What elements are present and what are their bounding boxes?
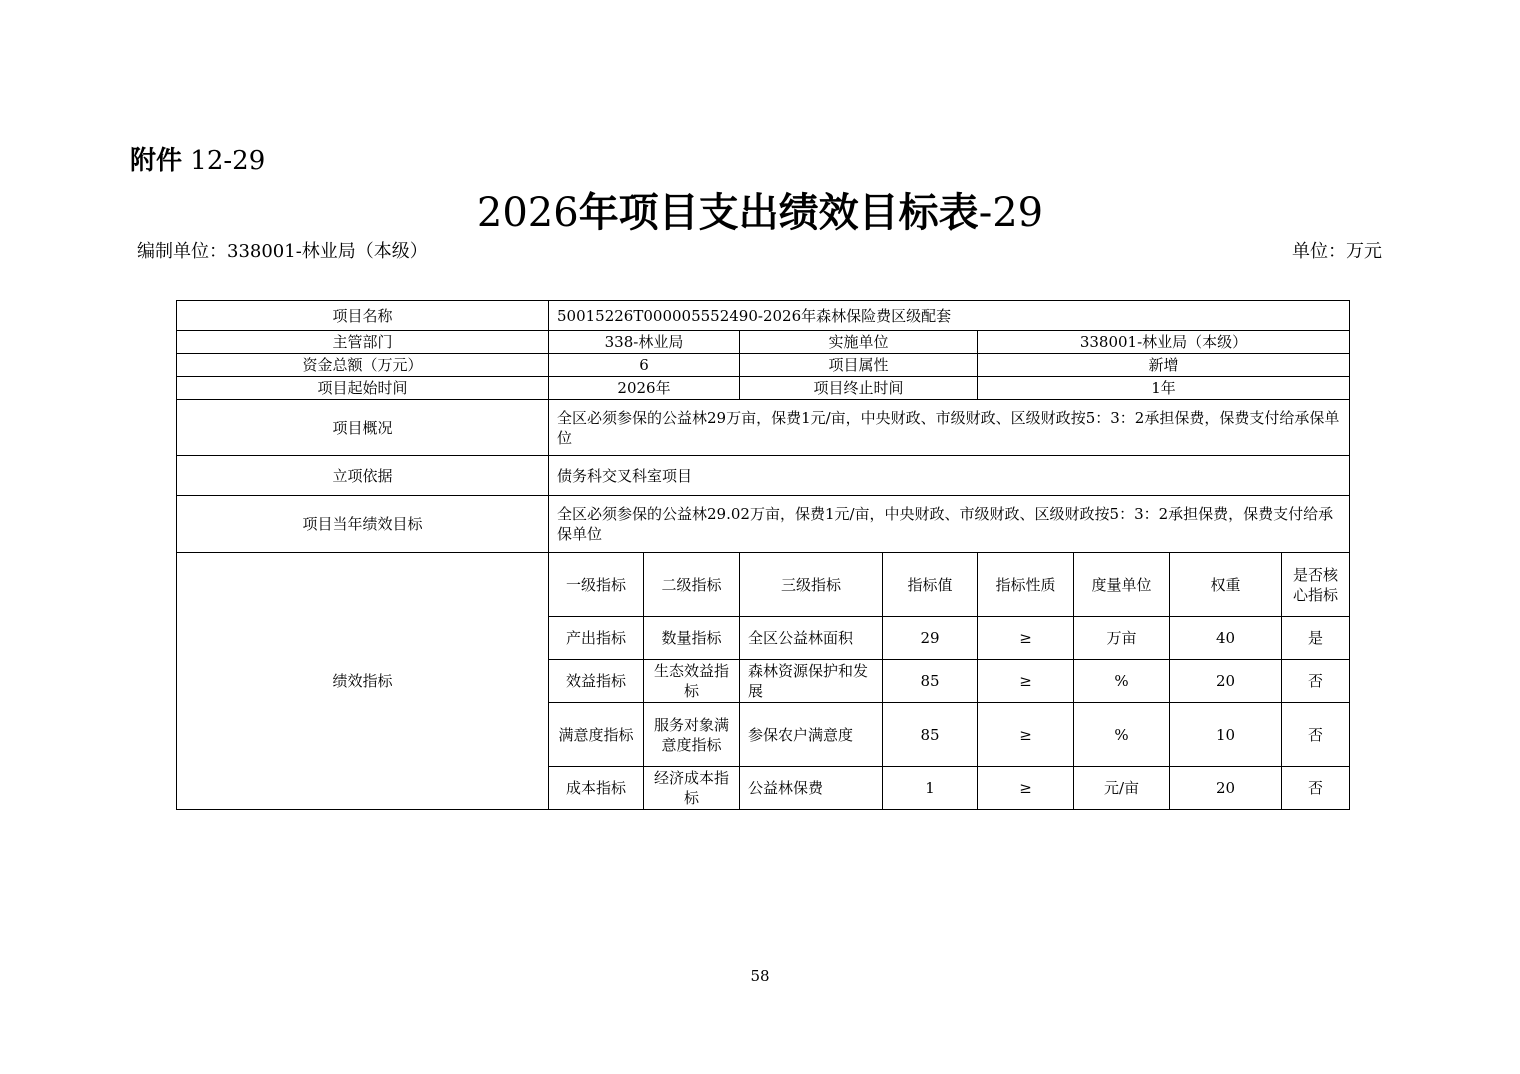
performance-target-table xyxy=(176,300,1350,810)
basis-label: 立项依据 xyxy=(177,456,549,496)
impl-label: 实施单位 xyxy=(740,331,978,354)
project-name-label: 项目名称 xyxy=(177,301,549,331)
currency-unit: 单位：万元 xyxy=(1292,241,1382,262)
table-row xyxy=(177,400,1350,456)
indicator-cell: 40 xyxy=(1170,617,1282,660)
indicator-cell: 20 xyxy=(1170,767,1282,810)
indicator-cell: 生态效益指标 xyxy=(644,660,740,703)
fund-value: 6 xyxy=(549,354,740,377)
indicator-cell: 29 xyxy=(883,617,978,660)
basis-value: 债务科交叉科室项目 xyxy=(549,456,1350,496)
header-cell: 度量单位 xyxy=(1074,553,1170,617)
indicator-cell: ≥ xyxy=(978,660,1074,703)
project-name-value: 50015226T000005552490-2026年森林保险费区级配套 xyxy=(549,301,1350,331)
goal-label: 项目当年绩效目标 xyxy=(177,496,549,553)
indicator-cell: 参保农户满意度 xyxy=(740,703,883,767)
indicator-cell: 否 xyxy=(1282,767,1350,810)
indicator-cell: 20 xyxy=(1170,660,1282,703)
page-title xyxy=(0,188,1520,238)
table-row xyxy=(177,496,1350,553)
attachment-heading xyxy=(130,144,265,178)
indicator-cell: 否 xyxy=(1282,703,1350,767)
table-row xyxy=(177,456,1350,496)
header-cell: 是否核心指标 xyxy=(1282,553,1350,617)
indicator-header-row xyxy=(177,553,1350,617)
title-year: 2026 xyxy=(476,190,579,236)
header-cell: 一级指标 xyxy=(549,553,644,617)
indicator-cell: 数量指标 xyxy=(644,617,740,660)
attachment-label: 附件 xyxy=(130,146,183,176)
indicator-cell: 85 xyxy=(883,703,978,767)
end-value: 1年 xyxy=(978,377,1350,400)
indicator-cell: % xyxy=(1074,660,1170,703)
attr-label: 项目属性 xyxy=(740,354,978,377)
header-cell: 权重 xyxy=(1170,553,1282,617)
header-cell: 指标性质 xyxy=(978,553,1074,617)
header-cell: 三级指标 xyxy=(740,553,883,617)
indicator-cell: ≥ xyxy=(978,617,1074,660)
page-number: 58 xyxy=(750,967,770,985)
indicator-cell: 万亩 xyxy=(1074,617,1170,660)
indicator-cell: 10 xyxy=(1170,703,1282,767)
indicators-label: 绩效指标 xyxy=(177,553,549,810)
indicator-cell: ≥ xyxy=(978,703,1074,767)
indicator-cell: 效益指标 xyxy=(549,660,644,703)
start-value: 2026年 xyxy=(549,377,740,400)
indicator-cell: ≥ xyxy=(978,767,1074,810)
overview-label: 项目概况 xyxy=(177,400,549,456)
fund-label: 资金总额（万元） xyxy=(177,354,549,377)
dept-value: 338-林业局 xyxy=(549,331,740,354)
indicator-cell: 元/亩 xyxy=(1074,767,1170,810)
dept-label: 主管部门 xyxy=(177,331,549,354)
indicator-cell: 成本指标 xyxy=(549,767,644,810)
indicator-cell: 公益林保费 xyxy=(740,767,883,810)
start-label: 项目起始时间 xyxy=(177,377,549,400)
title-text: 年项目支出绩效目标表 xyxy=(578,190,979,236)
table-row xyxy=(177,377,1350,400)
end-label: 项目终止时间 xyxy=(740,377,978,400)
table-row xyxy=(177,331,1350,354)
indicator-cell: 1 xyxy=(883,767,978,810)
goal-value: 全区必须参保的公益林29.02万亩，保费1元/亩，中央财政、市级财政、区级财政按5：3：2承担保费，保费支付给承保单位 xyxy=(549,496,1350,553)
indicator-cell: 是 xyxy=(1282,617,1350,660)
table-row xyxy=(177,301,1350,331)
indicator-cell: 满意度指标 xyxy=(549,703,644,767)
header-cell: 指标值 xyxy=(883,553,978,617)
compiler-unit: 编制单位：338001-林业局（本级） xyxy=(137,241,428,262)
table-row xyxy=(177,354,1350,377)
indicator-cell: 85 xyxy=(883,660,978,703)
indicator-cell: 服务对象满意度指标 xyxy=(644,703,740,767)
indicator-cell: 产出指标 xyxy=(549,617,644,660)
indicator-cell: % xyxy=(1074,703,1170,767)
indicator-cell: 森林资源保护和发展 xyxy=(740,660,883,703)
overview-value: 全区必须参保的公益林29万亩，保费1元/亩，中央财政、市级财政、区级财政按5：3：2承担保费，保费支付给承保单位 xyxy=(549,400,1350,456)
indicator-cell: 否 xyxy=(1282,660,1350,703)
indicator-cell: 经济成本指标 xyxy=(644,767,740,810)
title-suffix: -29 xyxy=(978,190,1044,236)
impl-value: 338001-林业局（本级） xyxy=(978,331,1350,354)
attr-value: 新增 xyxy=(978,354,1350,377)
indicator-cell: 全区公益林面积 xyxy=(740,617,883,660)
header-cell: 二级指标 xyxy=(644,553,740,617)
attachment-number: 12-29 xyxy=(190,146,266,176)
